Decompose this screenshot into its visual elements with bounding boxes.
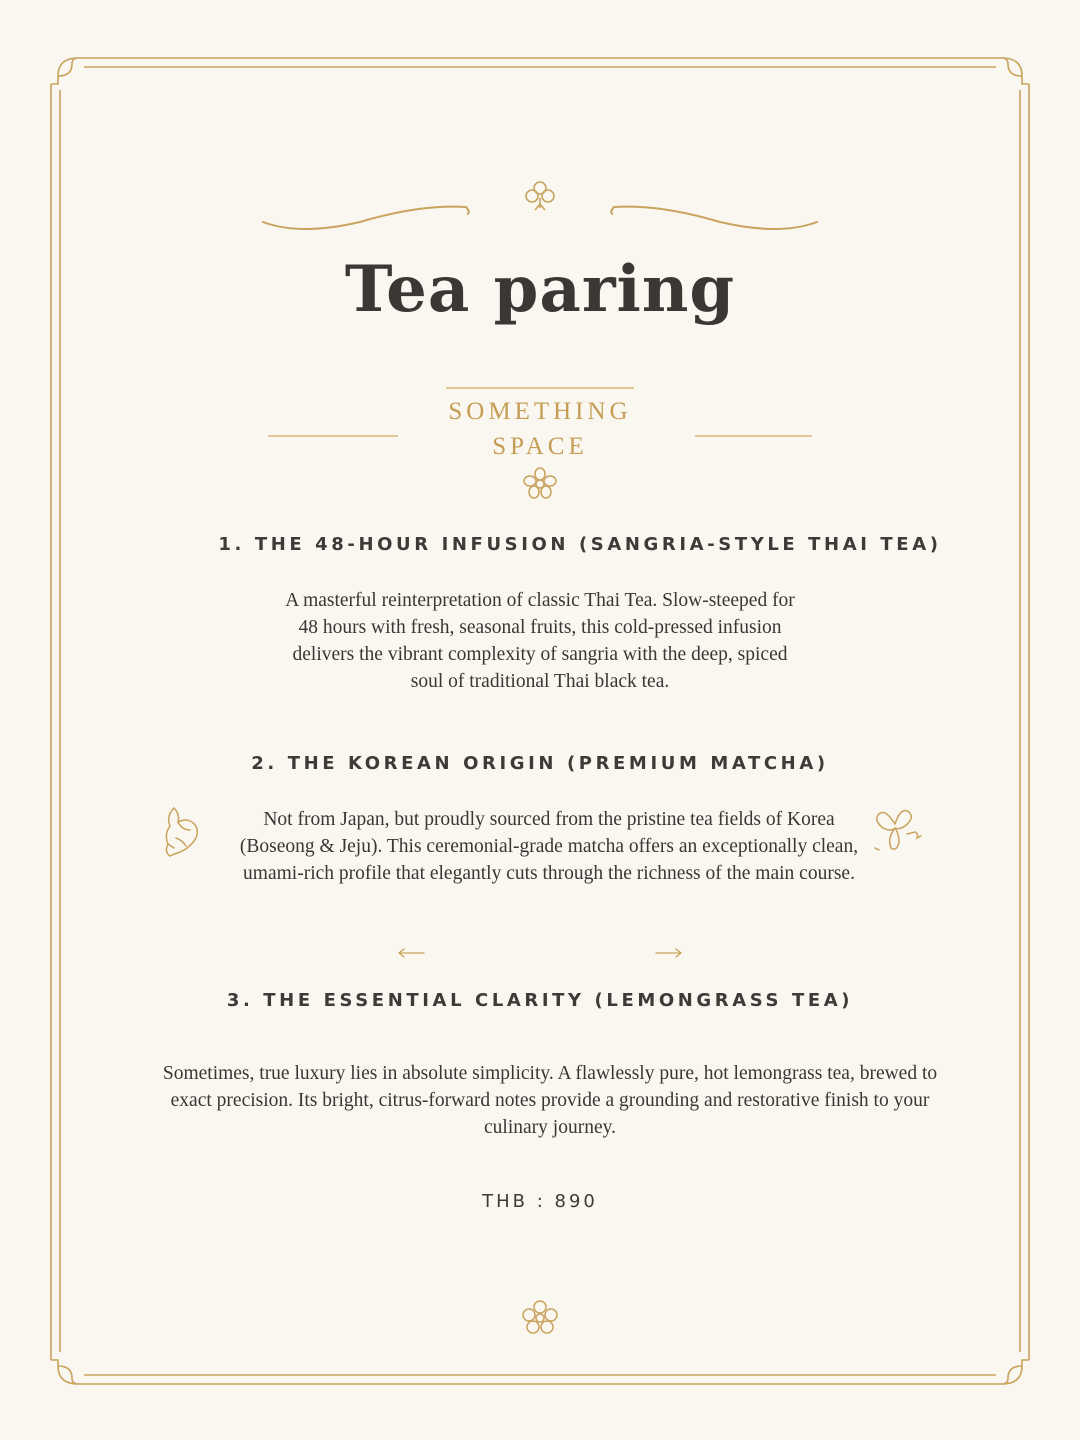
subtitle-line-1: SOMETHING	[448, 398, 632, 425]
subtitle	[340, 394, 740, 464]
item-1-description: A masterful reinterpretation of classic Thai Tea. Slow-steeped for 48 hours with fresh, seasonal fruits, this cold-pressed infusion delivers the vibrant complexity of sangria with the deep, spiced soul of traditional Thai black tea.	[285, 590, 795, 692]
item-1-title: 1. THE 48-HOUR INFUSION (SANGRIA-STYLE THAI TEA)	[218, 534, 942, 555]
item-3-description: Sometimes, true luxury lies in absolute simplicity. A flawlessly pure, hot lemongrass tea, brewed to exact precision. Its bright, citrus-forward notes provide a grounding and restorative finish to your culinary journey.	[162, 1063, 938, 1138]
item-3-title: 3. THE ESSENTIAL CLARITY (LEMONGRASS TEA)	[226, 990, 854, 1011]
item-2-title: 2. THE KOREAN ORIGIN (PREMIUM MATCHA)	[251, 753, 829, 774]
clover-icon	[522, 178, 558, 214]
price: THB : 890	[482, 1191, 598, 1212]
blossom-icon	[520, 1298, 560, 1338]
page-title: Tea paring	[344, 252, 736, 327]
bird-doodle-icon	[160, 804, 206, 860]
butterfly-doodle-icon	[871, 804, 925, 856]
subtitle-line-2: SPACE	[492, 433, 588, 460]
flower-icon	[521, 466, 559, 502]
item-2-description: Not from Japan, but proudly sourced from the pristine tea fields of Korea (Boseong & Jeju). This ceremonial-grade matcha offers an exceptionally clean, umami-rich profile that elegantly cuts through the richness of the main course.	[239, 809, 859, 884]
